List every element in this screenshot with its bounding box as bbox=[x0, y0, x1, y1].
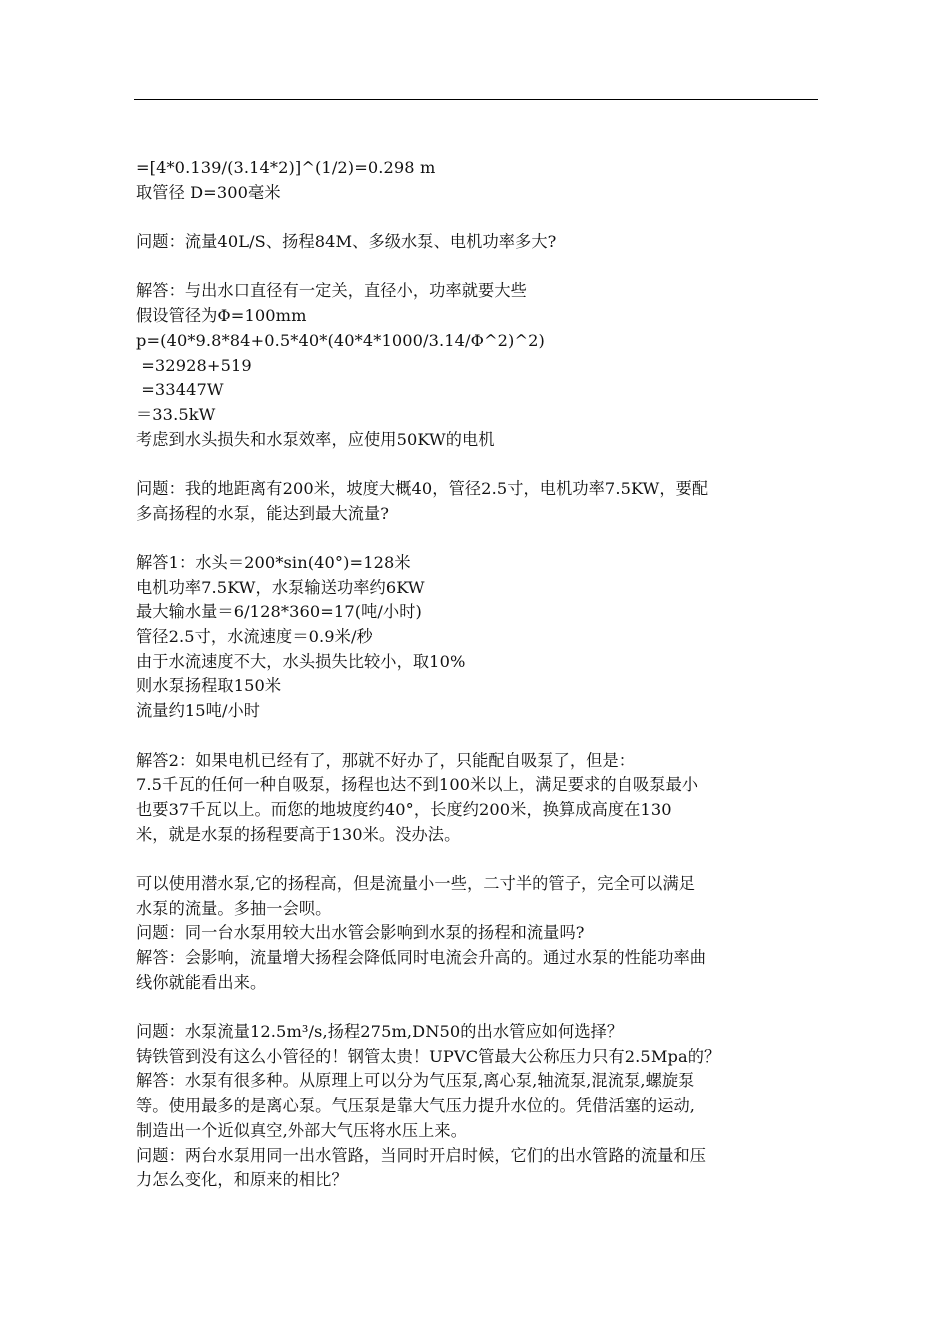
text-line: 电机功率7.5KW，水泵输送功率约6KW bbox=[136, 577, 425, 597]
text-line: =33447W bbox=[136, 380, 224, 400]
text-line: 最大输水量＝6/128*360=17(吨/小时) bbox=[136, 602, 422, 622]
text-line: 解答：与出水口直径有一定关，直径小，功率就要大些 bbox=[136, 281, 527, 301]
text-line: 铸铁管到没有这么小管径的！钢管太贵！UPVC管最大公称压力只有2.5Mpa的？ bbox=[136, 1046, 721, 1066]
text-line: =[4*0.139/(3.14*2)]^(1/2)=0.298 m bbox=[136, 158, 436, 177]
text-line: 问题：水泵流量12.5m³/s,扬程275m,DN50的出水管应如何选择？ bbox=[136, 1022, 624, 1042]
blank-line bbox=[136, 255, 818, 280]
text-line: 假设管径为Φ=100mm bbox=[136, 306, 307, 326]
text-line: 7.5千瓦的任何一种自吸泵，扬程也达不到100米以上，满足要求的自吸泵最小 bbox=[136, 775, 699, 795]
text-line: 解答1：水头＝200*sin(40°)=128米 bbox=[136, 553, 411, 572]
text-line: 解答：会影响，流量增大扬程会降低同时电流会升高的。通过水泵的性能功率曲 bbox=[136, 948, 707, 967]
text-line: =32928+519 bbox=[136, 355, 252, 375]
text-line: 力怎么变化，和原来的相比？ bbox=[136, 1170, 348, 1190]
text-line: 多高扬程的水泵，能达到最大流量? bbox=[136, 503, 390, 523]
document-body bbox=[136, 156, 818, 1193]
text-line: 问题：我的地距离有200米，坡度大概40，管径2.5寸，电机功率7.5KW，要配 bbox=[136, 478, 709, 498]
text-line: 取管径 D=300毫米 bbox=[136, 182, 281, 202]
text-line: 由于水流速度不大，水头损失比较小，取10% bbox=[136, 651, 466, 671]
text-line: 米，就是水泵的扬程要高于130米。没办法。 bbox=[136, 824, 461, 844]
text-line: 管径2.5寸，水流速度＝0.9米/秒 bbox=[136, 627, 373, 647]
text-line: 线你就能看出来。 bbox=[136, 972, 267, 992]
text-line: 问题：流量40L/S、扬程84M、多级水泵、电机功率多大? bbox=[136, 232, 557, 252]
blank-line bbox=[136, 526, 818, 551]
text-line: 也要37千瓦以上。而您的地坡度约40°，长度约200米，换算成高度在130 bbox=[136, 799, 672, 819]
blank-line bbox=[136, 724, 818, 749]
blank-line bbox=[136, 847, 818, 872]
text-line: 考虑到水头损失和水泵效率，应使用50KW的电机 bbox=[136, 429, 495, 449]
text-line: 问题：同一台水泵用较大出水管会影响到水泵的扬程和流量吗? bbox=[136, 923, 585, 943]
text-line: 流量约15吨/小时 bbox=[136, 701, 261, 721]
text-line: p=(40*9.8*84+0.5*40*(40*4*1000/3.14/Φ^2)^2) bbox=[136, 330, 545, 350]
text-line: 解答2：如果电机已经有了，那就不好办了，只能配自吸泵了，但是： bbox=[136, 750, 636, 770]
text-line: 则水泵扬程取150米 bbox=[136, 676, 282, 696]
blank-line bbox=[136, 995, 818, 1020]
text-line: 可以使用潜水泵,它的扬程高，但是流量小一些，二寸半的管子，完全可以满足 bbox=[136, 873, 696, 893]
text-line: ＝33.5kW bbox=[136, 404, 216, 424]
text-line: 制造出一个近似真空,外部大气压将水压上来。 bbox=[136, 1120, 467, 1140]
blank-line bbox=[136, 452, 818, 477]
text-line: 问题：两台水泵用同一出水管路，当同时开启时候，它们的出水管路的流量和压 bbox=[136, 1145, 707, 1165]
text-line: 等。使用最多的是离心泵。气压泵是靠大气压力提升水位的。凭借活塞的运动, bbox=[136, 1096, 696, 1116]
blank-line bbox=[136, 205, 818, 230]
header-rule bbox=[134, 99, 818, 100]
text-line: 水泵的流量。多抽一会呗。 bbox=[136, 898, 332, 918]
text-line: 解答：水泵有很多种。从原理上可以分为气压泵,离心泵,轴流泵,混流泵,螺旋泵 bbox=[136, 1071, 695, 1091]
